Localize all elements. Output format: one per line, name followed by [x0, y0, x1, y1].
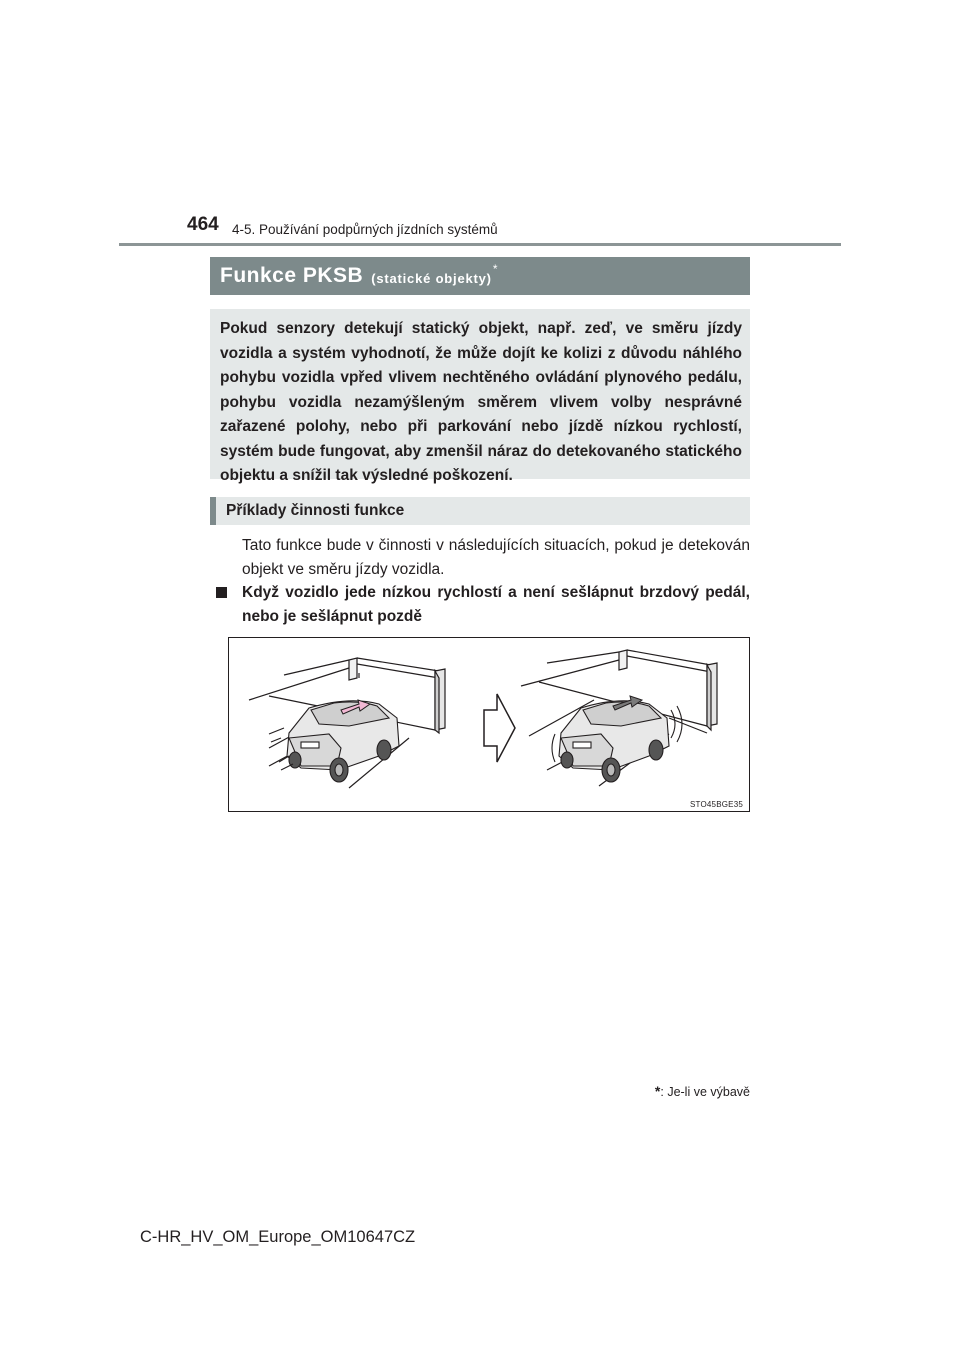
subsection-heading — [210, 497, 750, 525]
header-divider — [119, 243, 841, 246]
section-title: Funkce PKSB — [220, 264, 364, 287]
intro-box: Pokud senzory detekují statický objekt, např. zeď, ve směru jízdy vozidla a systém vyhodnotí, že může dojít ke kolizi z důvodu náhlého pohybu vozidla vpřed vlivem nechtěného ovládání plynového pedálu, pohybu vozidla nezamýšleným směrem vlivem volby nesprávné zařazené polohy, nebo při parkování nebo jízdě nízkou rychlostí, systém bude fungovat, aby zmenšil náraz do detekovaného statického objektu a snížil tak výsledné poškození. — [210, 309, 750, 479]
footnote-star-marker: * — [654, 1083, 661, 1099]
body-paragraph: Tato funkce bude v činnosti v následujících situacích, pokud je detekován objekt ve směru jízdy vozidla. — [242, 537, 750, 578]
section-subtitle: (statické objekty) — [371, 271, 492, 286]
section-star-marker: * — [492, 262, 498, 276]
bullet-item — [216, 581, 750, 629]
car-left — [269, 701, 399, 782]
bullet-text: Když vozidlo jede nízkou rychlostí a není sešlápnut brzdový pedál, nebo je sešlápnut pozdě — [242, 584, 750, 625]
figure-code: STO45BGE35 — [690, 800, 743, 809]
page-number: 464 — [187, 214, 219, 235]
chapter-title: 4-5. Používání podpůrných jízdních systémů — [232, 222, 498, 237]
footnote-text: : Je-li ve výbavě — [660, 1085, 750, 1099]
illustration-svg — [229, 638, 749, 811]
section-title-bar — [210, 257, 750, 295]
document-footer: C-HR_HV_OM_Europe_OM10647CZ — [140, 1228, 416, 1246]
subsection-title: Příklady činnosti funkce — [226, 502, 405, 519]
illustration-figure — [228, 637, 750, 812]
bullet-square-icon — [216, 587, 227, 598]
footnote — [636, 1083, 750, 1099]
transition-arrow-icon — [484, 694, 515, 762]
